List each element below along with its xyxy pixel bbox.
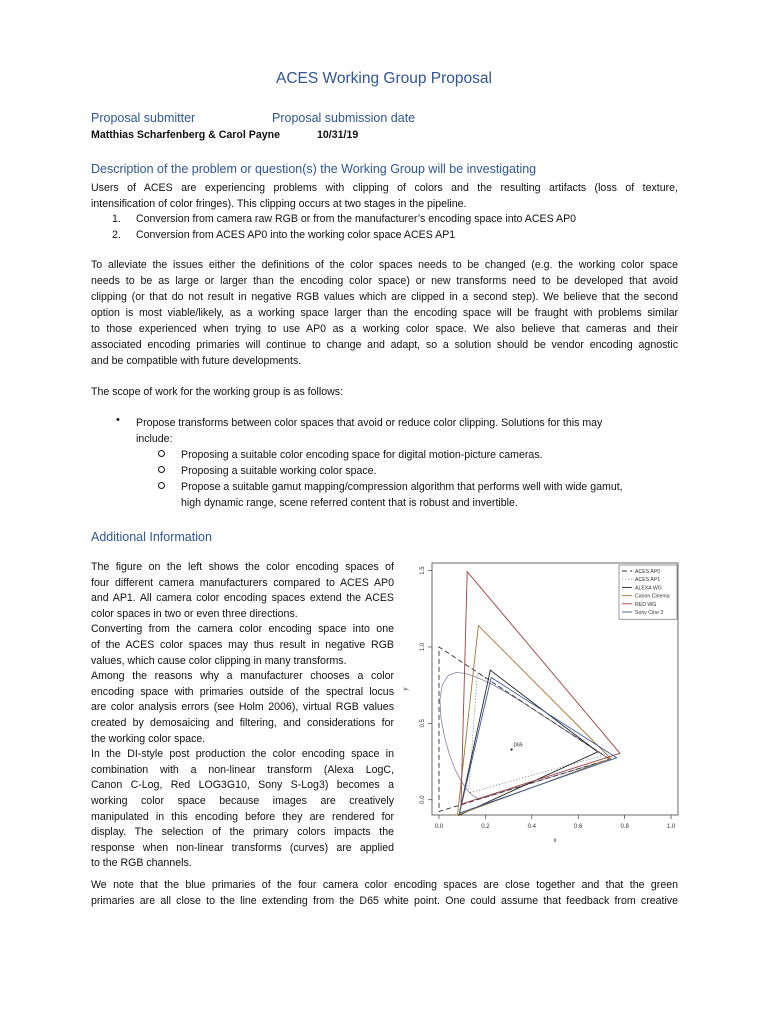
paragraph-line: needs to be as large or larger than the encoding color space) or new transforms need to be developed that avoid: [91, 275, 678, 287]
date-label: Proposal submission date: [272, 111, 416, 125]
paragraph-line: associated encoding primaries will continue to change and adapt, so a solution should be vendor encoding agnostic: [91, 339, 678, 351]
column-line: to the RGB channels.: [91, 857, 192, 870]
x-tick-label: 0.2: [481, 824, 490, 830]
x-tick-label: 0.8: [620, 824, 629, 830]
intro-line: Users of ACES are experiencing problems with clipping of colors and the resulting artifacts (loss of texture,: [91, 182, 678, 194]
x-tick-label: 1.0: [666, 824, 676, 830]
section1-heading: Description of the problem or question(s) the Working Group will be investigating: [91, 162, 537, 176]
column-line: encoding space with primaries outside of the spectral locus: [91, 685, 394, 698]
legend-label: ACES AP1: [635, 577, 661, 584]
column-line: Converting from the camera color encoding space into one: [91, 623, 394, 636]
column-line: the working color space.: [91, 732, 206, 745]
chart-legend: [619, 565, 677, 619]
column-line: and AP1. All camera color encoding spaces extend the ACES: [91, 592, 394, 605]
y-tick-label: 0.0: [420, 795, 426, 804]
column-line: combination with a non-linear transform (Alexa LogC,: [91, 763, 394, 776]
stage-number: 1.: [112, 213, 121, 225]
stage-text: Conversion from camera raw RGB or from the manufacturer’s encoding space into ACES AP0: [136, 213, 577, 225]
paragraph-line: and be compatible with future developments.: [91, 355, 302, 367]
final-line: We note that the blue primaries of the four camera color encoding spaces are close together and that the green: [91, 879, 678, 891]
circle-bullet-icon: [158, 466, 165, 473]
chromaticity-chart: [400, 555, 690, 855]
column-line: Canon C-Log, Red LOG3G10, Sony S-Log3) becomes a: [91, 779, 394, 792]
intro-paragraph: [91, 180, 678, 212]
column-line: In the DI-style post production the color encoding space in: [91, 748, 394, 761]
gamut-triangle-line: [460, 678, 617, 814]
section2-heading: Additional Information: [91, 530, 212, 544]
gamut-triangle-line: [459, 670, 598, 815]
column-line: manipulated in this encoding before they are rendered for: [91, 810, 394, 823]
column-line: color spaces in two or even three directions.: [91, 607, 298, 620]
legend-label: RED WG: [635, 601, 657, 608]
column-line: of the ACES color spaces may thus result in negative RGB: [91, 638, 394, 651]
paragraph-line: option is most viable/likely, as a working space larger than the encoding space will be fraught with problems similar: [91, 307, 678, 319]
circle-bullet-icon: [158, 450, 165, 457]
column-line: working color space because images are creatively: [91, 794, 394, 807]
bullet-icon: •: [116, 414, 120, 426]
scope-line: The scope of work for the working group is as follows:: [91, 386, 344, 398]
legend-label: Canon Cinema: [635, 593, 670, 600]
submitter-label: Proposal submitter: [91, 111, 196, 125]
legend-label: ACES AP0: [635, 569, 661, 575]
sub-item: Proposing a suitable working color space.: [181, 465, 377, 477]
stage-text: Conversion from ACES AP0 into the working color space ACES AP1: [136, 229, 456, 241]
column-line: values, which cause color clipping in many transforms.: [91, 654, 347, 667]
circle-bullet-icon: [158, 482, 165, 489]
bullet-line: include:: [136, 433, 173, 445]
intro-line: intensification of color fringes). This clipping occurs at two stages in the pipeline.: [91, 198, 467, 210]
document-title: ACES Working Group Proposal: [276, 70, 492, 87]
paragraph-line: To alleviate the issues either the definitions of the color spaces needs to be changed (e.g. the working color space: [91, 259, 678, 271]
y-tick-label: 1.0: [420, 642, 426, 652]
sub-item: Proposing a suitable color encoding space for digital motion-picture cameras.: [181, 449, 543, 461]
left-column-text: [91, 560, 394, 872]
bullet-line: Propose transforms between color spaces that avoid or reduce color clipping. Solutions for this may: [136, 417, 603, 429]
white-point-marker: [510, 748, 512, 750]
bullet-text: [136, 415, 676, 447]
legend-label: ALEXA WG: [635, 585, 662, 592]
x-tick-label: 0.6: [574, 824, 583, 830]
stage-number: 2.: [112, 229, 121, 241]
column-line: Among the reasons why a manufacturer chooses a color: [91, 670, 394, 683]
alleviate-paragraph: [91, 257, 678, 369]
sub-item: Propose a suitable gamut mapping/compression algorithm that performs well with wide gamut,: [181, 481, 623, 493]
column-line: The figure on the left shows the color encoding spaces of: [91, 561, 394, 573]
chart-series: [439, 572, 620, 816]
final-line: primaries are all close to the line extending from the D65 white point. One could assume that feedback from creative: [91, 895, 678, 907]
sub-item-continuation: high dynamic range, scene referred content that is robust and invertible.: [181, 497, 518, 509]
y-tick-label: 1.5: [420, 566, 426, 575]
paragraph-line: to those experienced when trying to use AP0 as a working color space. We also believe that cameras and their: [91, 323, 678, 335]
column-line: response when non-linear transforms (curves) are applied: [91, 841, 394, 854]
date-value: 10/31/19: [317, 129, 359, 141]
x-tick-label: 0.4: [527, 824, 536, 830]
column-line: four different camera manufacturers compared to ACES AP0: [91, 576, 394, 589]
y-axis-label: y: [403, 687, 409, 691]
x-axis-label: x: [553, 838, 557, 844]
paragraph-line: clipping (or that do not result in negative RGB values which are clipped in a second step). We believe that the second: [91, 291, 678, 303]
spectral-locus: [440, 672, 610, 799]
final-paragraph: [91, 877, 678, 909]
x-tick-label: 0.0: [434, 824, 444, 830]
column-line: are color analysis errors (see Holm 2006), virtual RGB values: [91, 701, 394, 714]
white-point-label: D65: [513, 742, 523, 749]
legend-label: Sony Cine 3: [635, 610, 664, 616]
column-line: display. The selection of the primary colors impacts the: [91, 826, 394, 839]
column-line: created by demosaicing and filtering, and considerations for: [91, 716, 394, 729]
y-tick-label: 0.5: [420, 719, 426, 728]
gamut-triangle-line: [469, 673, 605, 793]
submitter-value: Matthias Scharfenberg & Carol Payne: [91, 129, 280, 141]
